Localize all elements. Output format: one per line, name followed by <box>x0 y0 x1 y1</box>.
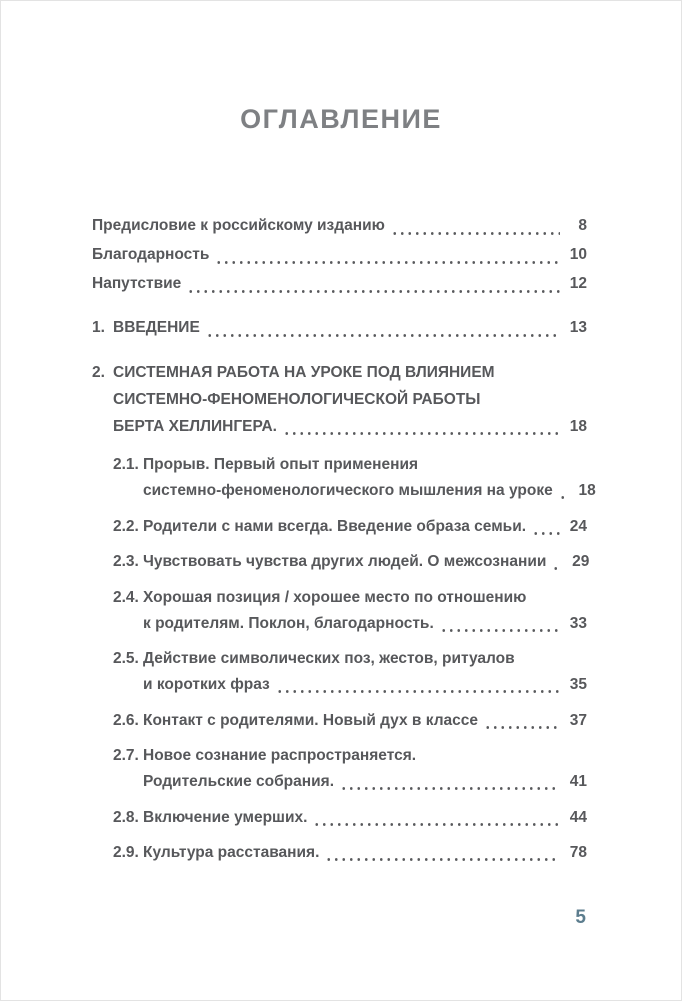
section-page: 18 <box>578 482 596 499</box>
dot-leader <box>187 290 560 293</box>
toc-list <box>0 211 682 866</box>
toc-section-row <box>113 840 587 866</box>
dot-leader <box>484 726 560 729</box>
section-page: 78 <box>569 844 587 861</box>
toc-section-row <box>113 769 587 795</box>
section-title-line: Хорошая позиция / хорошее место по отношению <box>143 588 527 606</box>
section-title-line: Культура расставания. <box>143 844 320 861</box>
toc-section-row <box>113 743 587 769</box>
toc-entry-acknowledgement <box>92 240 587 269</box>
chapter-page: 18 <box>569 418 587 435</box>
page-title: ОГЛАВЛЕНИЕ <box>240 104 442 134</box>
section-title-line: Родители с нами всегда. Введение образа семьи. <box>143 517 527 535</box>
toc-entry-page: 8 <box>578 217 587 234</box>
section-page: 44 <box>569 808 587 826</box>
toc-entry-page: 12 <box>569 275 587 292</box>
toc-section-2-4 <box>92 585 587 637</box>
dot-leader <box>276 690 560 693</box>
dot-leader <box>340 787 560 790</box>
toc-entry-parting-words <box>92 269 587 298</box>
toc-chapter-row <box>92 314 587 342</box>
dot-leader <box>313 823 560 826</box>
toc-section-row <box>113 585 587 611</box>
toc-section-2-8 <box>92 805 587 831</box>
section-title-line: Действие символических поз, жестов, ритуалов <box>143 650 515 667</box>
section-number: 2.5. <box>113 650 139 667</box>
chapter-title: ВВЕДЕНИЕ <box>113 319 200 336</box>
toc-section-row <box>113 611 587 637</box>
section-page: 33 <box>569 614 587 632</box>
section-number: 2.9. <box>113 844 139 861</box>
toc-section-2-5 <box>92 646 587 698</box>
section-title-line: Новое сознание распространяется. <box>143 747 417 764</box>
section-number: 2.6. <box>113 711 139 729</box>
toc-section-row <box>113 549 590 575</box>
toc-section-row <box>113 452 587 478</box>
toc-section-2-9 <box>92 840 587 866</box>
toc-section-row <box>113 478 596 504</box>
dot-leader <box>552 567 562 570</box>
toc-chapter-row <box>92 386 587 413</box>
section-title-line: Родительские собрания. <box>143 773 334 790</box>
toc-section-row <box>113 805 587 831</box>
toc-section-row <box>113 514 587 540</box>
footer-page-number: 5 <box>575 907 586 928</box>
section-number: 2.3. <box>113 553 139 570</box>
toc-section-row <box>113 708 587 734</box>
toc-section-row <box>113 646 587 672</box>
section-page: 24 <box>569 517 587 535</box>
section-page: 41 <box>569 773 587 790</box>
toc-section-row <box>113 672 587 698</box>
toc-chapter-row <box>92 359 587 386</box>
dot-leader <box>215 261 560 264</box>
section-page: 37 <box>569 711 587 729</box>
dot-leader <box>440 629 560 632</box>
chapter-number: 1. <box>92 319 105 336</box>
chapter-title-line: СИСТЕМНАЯ РАБОТА НА УРОКЕ ПОД ВЛИЯНИЕМ <box>113 364 495 381</box>
section-title-line: Контакт с родителями. Новый дух в классе <box>143 711 479 729</box>
section-title-line: и коротких фраз <box>143 676 270 693</box>
toc-front-matter <box>92 211 587 298</box>
chapter-title-line: СИСТЕМНО-ФЕНОМЕНОЛОГИЧЕСКОЙ РАБОТЫ <box>113 391 481 408</box>
dot-leader <box>559 496 569 499</box>
toc-chapter-row <box>92 413 587 440</box>
section-number: 2.7. <box>113 747 139 764</box>
chapter-page: 13 <box>569 319 587 336</box>
dot-leader <box>325 858 560 861</box>
toc-chapter-2 <box>92 359 587 440</box>
section-title-line: Чувствовать чувства других людей. О межсознании <box>143 553 547 570</box>
section-title-line: Прорыв. Первый опыт применения <box>143 456 419 473</box>
section-number: 2.4. <box>113 588 139 606</box>
toc-section-2-7 <box>92 743 587 795</box>
dot-leader <box>283 432 560 435</box>
section-number: 2.8. <box>113 808 139 826</box>
toc-entry-preface <box>92 211 587 240</box>
dot-leader <box>206 334 560 337</box>
toc-entry-label: Благодарность <box>92 246 210 263</box>
section-title-line: Включение умерших. <box>143 808 308 826</box>
toc-section-2-1 <box>92 452 596 504</box>
dot-leader <box>532 532 560 535</box>
toc-section-2-2 <box>92 514 587 540</box>
section-page: 35 <box>569 676 587 693</box>
chapter-title-line: БЕРТА ХЕЛЛИНГЕРА. <box>113 418 277 435</box>
section-number: 2.1. <box>113 456 139 473</box>
chapter-number: 2. <box>92 364 105 381</box>
toc-entry-page: 10 <box>569 246 587 263</box>
toc-section-2-6 <box>92 708 587 734</box>
section-title-line: системно-феноменологического мышления на уроке <box>143 482 553 499</box>
toc-sections <box>92 452 596 866</box>
section-number: 2.2. <box>113 517 139 535</box>
toc-section-2-3 <box>92 549 590 575</box>
section-title-line: к родителям. Поклон, благодарность. <box>143 614 434 632</box>
dot-leader <box>391 232 560 235</box>
toc-chapter-1 <box>92 314 587 342</box>
section-page: 29 <box>572 553 590 570</box>
toc-entry-label: Напутствие <box>92 275 182 292</box>
toc-entry-label: Предисловие к российскому изданию <box>92 217 385 234</box>
